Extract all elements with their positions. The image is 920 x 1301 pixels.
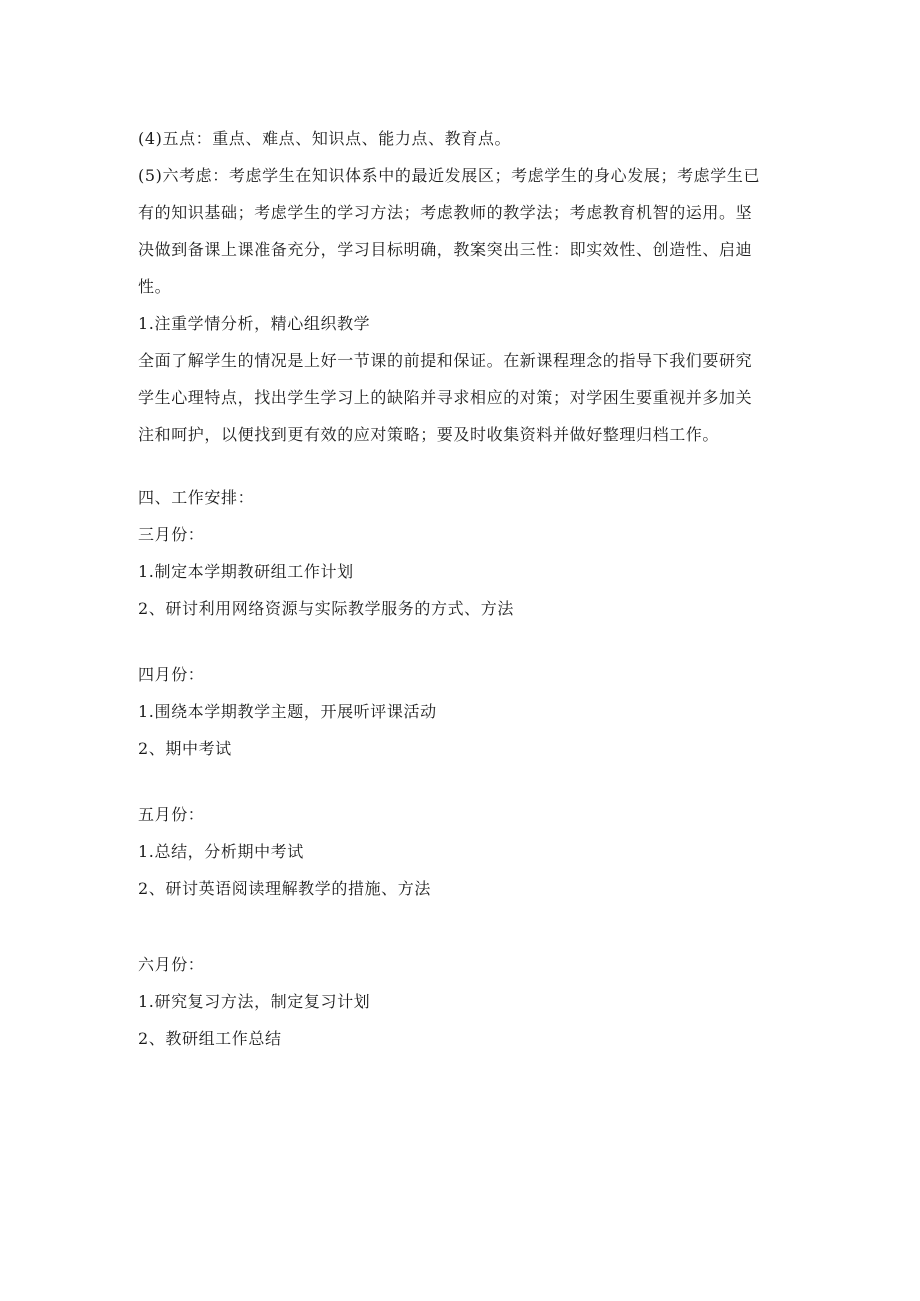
- month-item: 1.围绕本学期教学主题，开展听评课活动: [138, 702, 437, 721]
- month-block-april: [138, 656, 783, 767]
- month-item: 1.制定本学期教研组工作计划: [138, 562, 354, 581]
- month-heading: 五月份：: [138, 805, 205, 824]
- section-1-line: 全面了解学生的情况是上好一节课的前提和保证。在新课程理念的指导下我们要研究: [138, 351, 753, 370]
- work-arrangement-heading: 四、工作安排：: [138, 488, 255, 507]
- spacer: [138, 627, 783, 656]
- section-1-heading: 1.注重学情分析，精心组织教学: [138, 314, 371, 333]
- item-5-line: (5)六考虑：考虑学生在知识体系中的最近发展区；考虑学生的身心发展；考虑学生已: [138, 166, 761, 185]
- section-1-paragraph: [138, 342, 783, 453]
- item-5-line: 决做到备课上课准备充分，学习目标明确，教案突出三性：即实效性、创造性、启迪: [138, 240, 753, 259]
- spacer: [138, 907, 783, 946]
- month-item: 2、研讨利用网络资源与实际教学服务的方式、方法: [138, 599, 514, 618]
- month-heading: 四月份：: [138, 665, 205, 684]
- month-heading: 六月份：: [138, 955, 205, 974]
- section-1-line: 学生心理特点，找出学生学习上的缺陷并寻求相应的对策；对学困生要重视并多加关: [138, 388, 753, 407]
- item-5-line: 有的知识基础；考虑学生的学习方法；考虑教师的教学法；考虑教育机智的运用。坚: [138, 203, 753, 222]
- section-1-line: 注和呵护，以便找到更有效的应对策略；要及时收集资料并做好整理归档工作。: [138, 425, 720, 444]
- item-5-six-considerations: [138, 157, 783, 305]
- document-body: [138, 120, 783, 1057]
- month-item: 1.总结，分析期中考试: [138, 842, 304, 861]
- spacer: [138, 453, 783, 479]
- month-block-june: [138, 946, 783, 1057]
- item-4-five-points: (4)五点：重点、难点、知识点、能力点、教育点。: [138, 129, 512, 148]
- month-heading: 三月份：: [138, 525, 205, 544]
- spacer: [138, 767, 783, 796]
- month-item: 2、期中考试: [138, 739, 232, 758]
- item-5-line: 性。: [138, 277, 172, 296]
- month-item: 1.研究复习方法，制定复习计划: [138, 992, 371, 1011]
- month-item: 2、教研组工作总结: [138, 1029, 282, 1048]
- month-block-march: [138, 516, 783, 627]
- month-block-may: [138, 796, 783, 907]
- month-item: 2、研讨英语阅读理解教学的措施、方法: [138, 879, 431, 898]
